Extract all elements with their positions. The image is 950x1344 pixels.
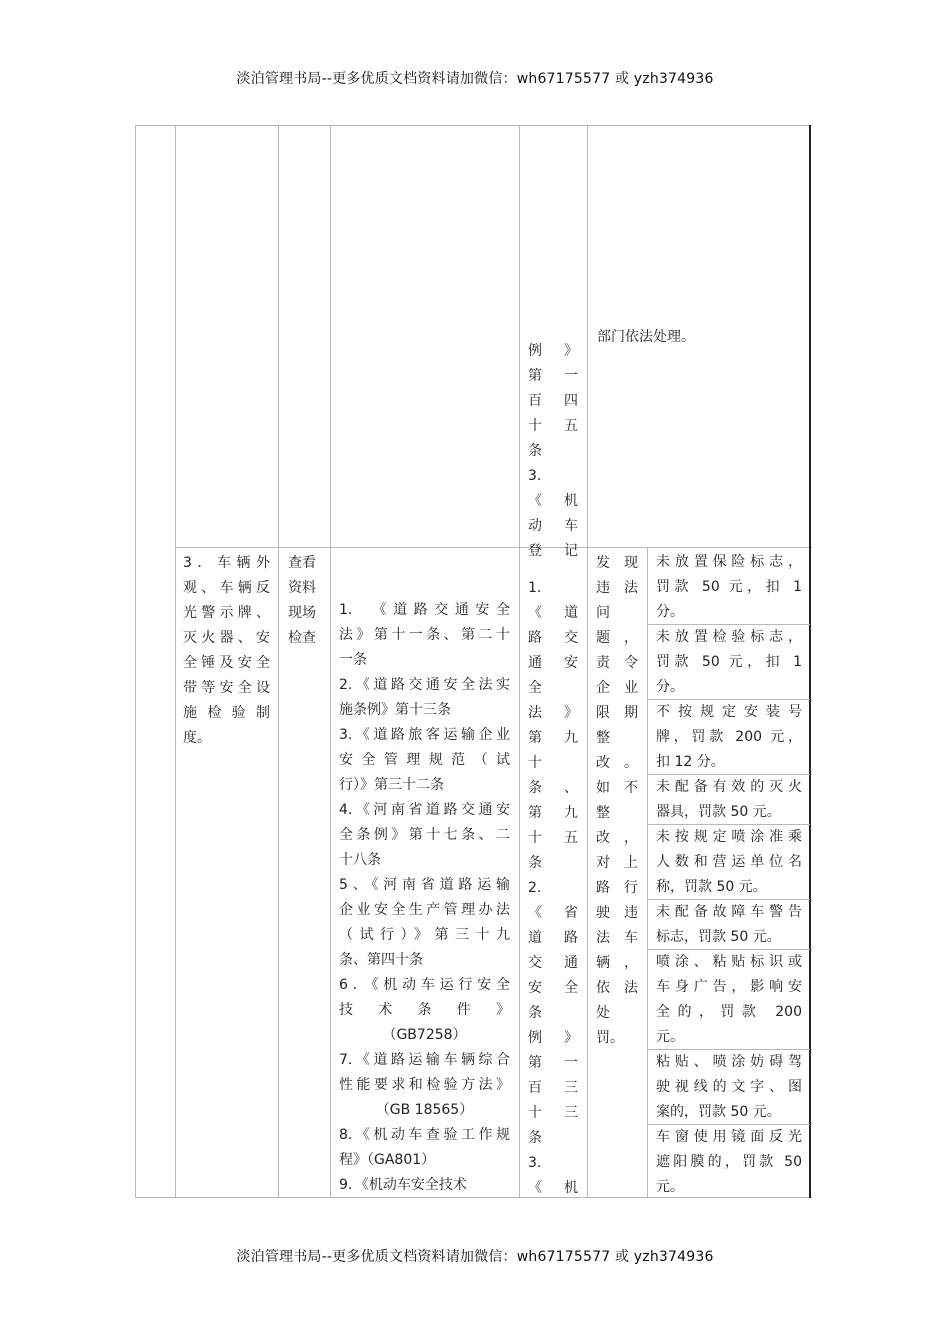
legal-references — [339, 598, 510, 1198]
reference-7: 7.《道路运输车辆综合 性能要求和检验方法》 （GB 18565） — [339, 1052, 510, 1118]
penalty-8: 粘贴、喷涂妨碍驾 驶视线的文字、图 案的，罚款 50 元。 — [656, 1054, 802, 1120]
penalty-4: 未配备有效的灭火 器具，罚款 50 元。 — [656, 779, 802, 820]
main-basis-column: 1. 《 道 路 交 通 安 全 法 》 第 九 十 条 、 第 九 十 五 条 2. 《 省 道 路 交 通 安 全 条 例 》 第 一 百 三 十 三 条 3. 《 机 — [528, 580, 578, 1196]
inspection-item: 3．车辆外 观、车辆反 光警示牌、 灭火器、安 全锤及安全 带等安全设 施 检 验 制 度。 — [183, 555, 270, 746]
reference-8: 8.《机动车查验工作规 程》（GA801） — [339, 1127, 510, 1168]
main-handling-column: 发 现 违 法 问 题 ， 责 令 企 业 限 期 整 改 。 如 不 整 改 ， 对 上 路 行 驶 违 法 车 辆 ， 依 法 处 罚。 — [596, 555, 638, 1046]
penalty-5: 未按规定喷涂准乘 人数和营运单位名 称，罚款 50 元。 — [656, 829, 802, 895]
reference-4: 4.《河南省道路交通安 全条例》第十七条、二 十八条 — [339, 802, 510, 868]
reference-2: 2.《道路交通安全法实 施条例》第十三条 — [339, 677, 510, 718]
reference-6: 6．《机动车运行安全 技 术 条 件 》 （GB7258） — [339, 977, 510, 1043]
page-header: 淡泊管理书局--更多优质文档资料请加微信：wh67175577 或 yzh374936 — [236, 71, 714, 87]
reference-1: 1. 《道路交通安全 法》第十一条、第二十 一条 — [339, 602, 510, 668]
penalty-7: 喷涂、粘贴标识或 车身广告，影响安 全的，罚款 200 元。 — [656, 954, 802, 1045]
inspection-method: 查看 资料 现场 检查 — [288, 555, 316, 646]
penalty-6: 未配备故障车警告 标志，罚款 50 元。 — [656, 904, 802, 945]
top-handling-text: 部门依法处理。 — [597, 329, 695, 345]
page-footer: 淡泊管理书局--更多优质文档资料请加微信：wh67175577 或 yzh374936 — [236, 1249, 714, 1265]
reference-3: 3.《道路旅客运输企业 安全管理规范（试 行）》第三十二条 — [339, 727, 510, 793]
reference-9: 9．《机动车安全技术 — [339, 1177, 467, 1193]
top-basis-column: 例 》 第 一 百 四 十 五 条 3. 《 机 动 车 登 记 — [528, 343, 578, 559]
penalty-1: 未放置保险标志， 罚款 50 元，扣 1 分。 — [656, 554, 802, 620]
penalty-3: 不按规定安装号 牌，罚款 200 元， 扣 12 分。 — [656, 704, 802, 770]
penalty-2: 未放置检验标志， 罚款 50 元，扣 1 分。 — [656, 629, 802, 695]
reference-5: 5、《河南省道路运输 企业安全生产管理办法 （试行）》第三十九 条、第四十条 — [339, 877, 510, 968]
penalty-9: 车窗使用镜面反光 遮阳膜的，罚款 50 元。 — [656, 1129, 802, 1195]
